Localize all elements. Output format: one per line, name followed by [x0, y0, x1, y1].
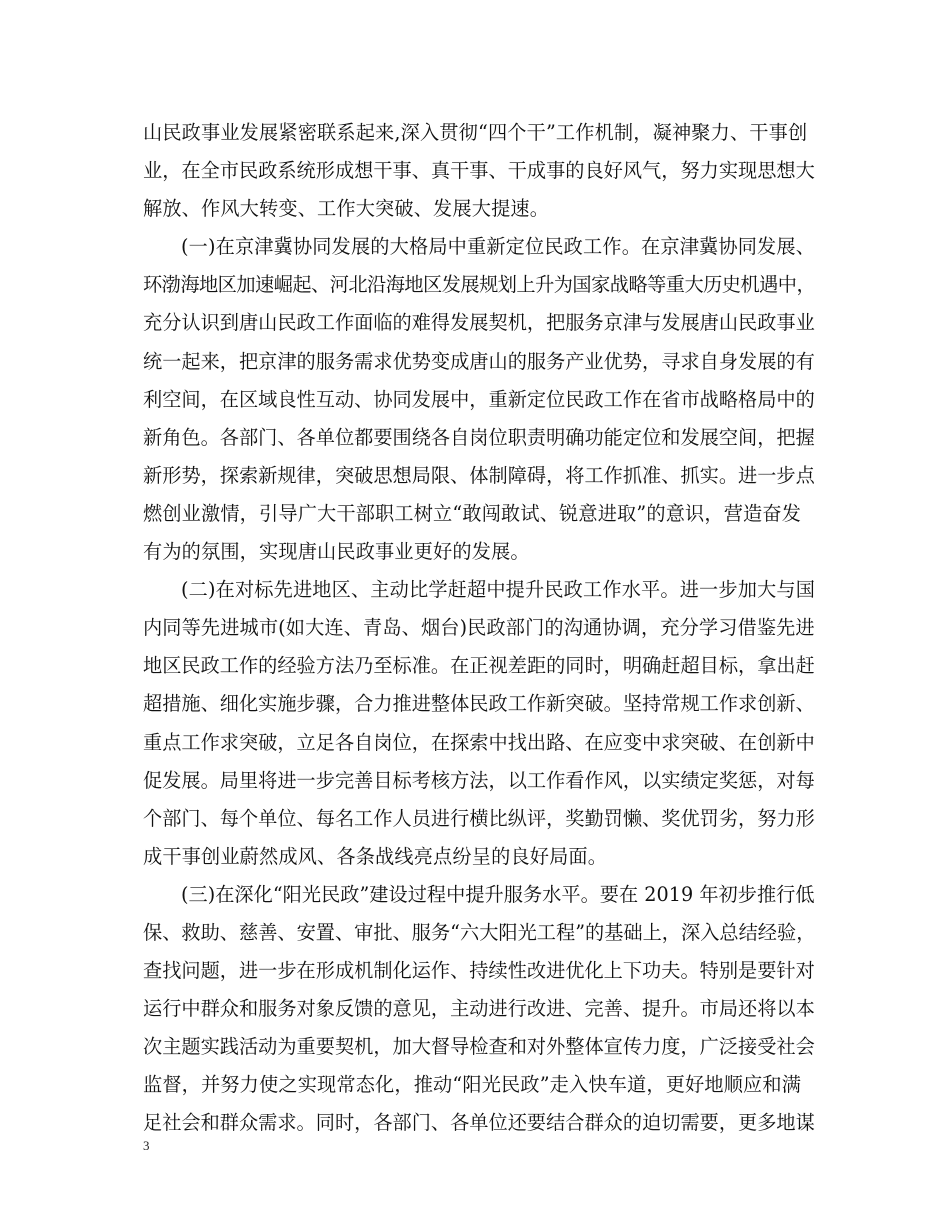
text-line: 充分认识到唐山民政工作面临的难得发展契机，把服务京津与发展唐山民政事业	[143, 311, 815, 335]
text-line: 重点工作求突破，立足各自岗位，在探索中找出路、在应变中求突破、在创新中	[143, 730, 815, 754]
text-line: 保、救助、慈善、安置、审批、服务“六大阳光工程”的基础上，深入总结经验，	[143, 920, 816, 944]
text-line: 超措施、细化实施步骤，合力推进整体民政工作新突破。坚持常规工作求创新、	[143, 692, 815, 716]
text-line: 燃创业激情，引导广大干部职工树立“敢闯敢试、锐意进取”的意识，营造奋发	[143, 501, 802, 525]
text-line: 促发展。局里将进一步完善目标考核方法，以工作看作风，以实绩定奖惩，对每	[143, 768, 815, 792]
text-line: 监督，并努力使之实现常态化，推动“阳光民政”走入快车道，更好地顺应和满	[143, 1073, 802, 1097]
text-line: 山民政事业发展紧密联系起来,深入贯彻“四个干”工作机制，凝神聚力、干事创	[143, 121, 808, 144]
body-text	[143, 114, 815, 1143]
text-line: 足社会和群众需求。同时，各部门、各单位还要结合群众的迫切需要，更多地谋	[143, 1111, 815, 1135]
paragraph-first-line: (一)在京津冀协同发展的大格局中重新定位民政工作。在京津冀协同发展、	[181, 235, 816, 259]
text-line: 业，在全市民政系统形成想干事、真干事、干成事的良好风气，努力实现思想大	[143, 159, 815, 183]
text-line: 新形势，探索新规律，突破思想局限、体制障碍，将工作抓准、抓实。进一步点	[143, 463, 815, 487]
text-line: 内同等先进城市(如大连、青岛、烟台)民政部门的沟通协调，充分学习借鉴先进	[143, 616, 815, 640]
text-line: 利空间，在区域良性互动、协同发展中，重新定位民政工作在省市战略格局中的	[143, 387, 815, 411]
page-number: 3	[143, 1138, 150, 1153]
text-line: 次主题实践活动为重要契机，加大督导检查和对外整体宣传力度，广泛接受社会	[143, 1035, 815, 1059]
text-line: 运行中群众和服务对象反馈的意见，主动进行改进、完善、提升。市局还将以本	[143, 997, 815, 1021]
text-line: 有为的氛围，实现唐山民政事业更好的发展。	[143, 540, 530, 564]
text-line: 新角色。各部门、各单位都要围绕各自岗位职责明确功能定位和发展空间，把握	[143, 425, 815, 449]
text-line: 统一起来，把京津的服务需求优势变成唐山的服务产业优势，寻求自身发展的有	[143, 349, 815, 373]
text-line: 查找问题，进一步在形成机制化运作、持续性改进优化上下功夫。特别是要针对	[143, 959, 815, 983]
text-line: 地区民政工作的经验方法乃至标准。在正视差距的同时，明确赶超目标，拿出赶	[143, 654, 815, 678]
paragraph-first-line: (二)在对标先进地区、主动比学赶超中提升民政工作水平。进一步加大与国	[181, 578, 816, 602]
text-line: 个部门、每个单位、每名工作人员进行横比纵评，奖勤罚懒、奖优罚劣，努力形	[143, 806, 815, 830]
text-line: 成干事创业蔚然成风、各条战线亮点纷呈的良好局面。	[143, 844, 608, 868]
text-line: 环渤海地区加速崛起、河北沿海地区发展规划上升为国家战略等重大历史机遇中，	[143, 273, 816, 297]
text-line: 解放、作风大转变、工作大突破、发展大提速。	[143, 197, 550, 221]
paragraph-first-line: (三)在深化“阳光民政”建设过程中提升服务水平。要在 2019 年初步推行低	[181, 882, 815, 906]
